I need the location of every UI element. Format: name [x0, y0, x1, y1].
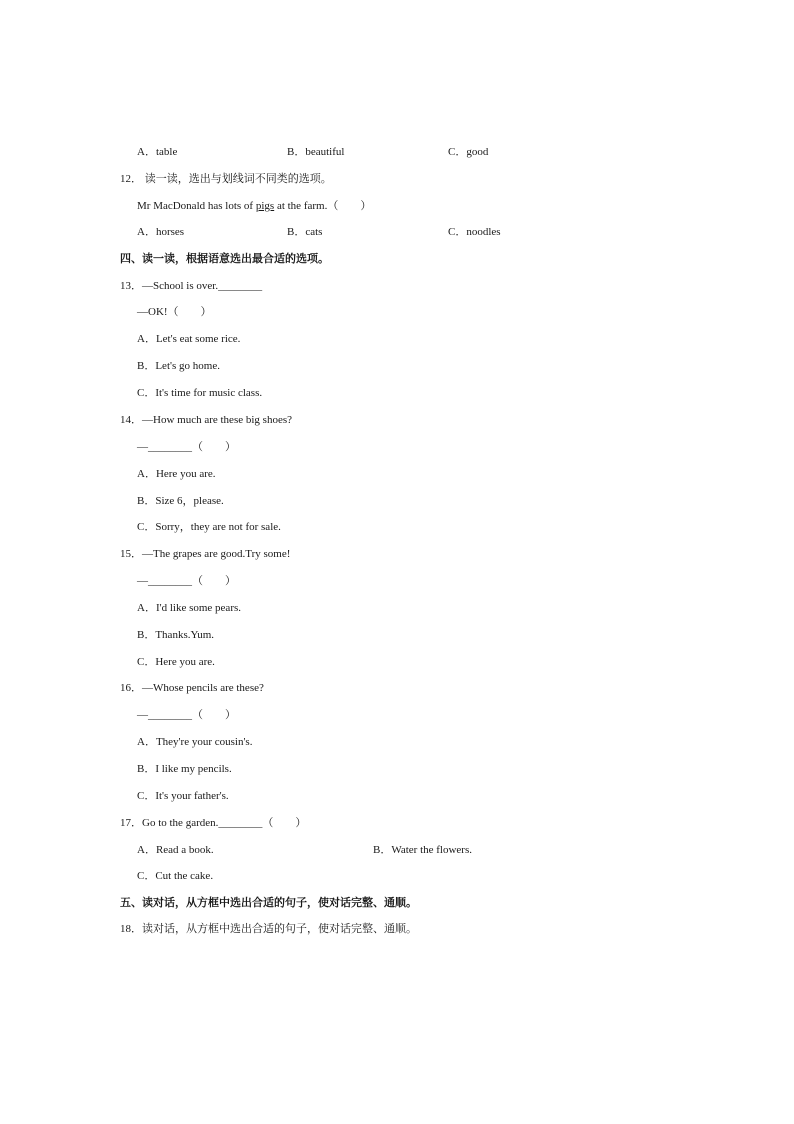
- q12-option-b[interactable]: B．cats: [287, 226, 323, 238]
- q13-option-b[interactable]: B．Let's go home.: [137, 360, 220, 372]
- q14-option-a[interactable]: A．Here you are.: [137, 468, 216, 480]
- q12-option-c[interactable]: C．noodles: [448, 226, 501, 238]
- q17-option-c[interactable]: C．Cut the cake.: [137, 870, 214, 882]
- q15-stem: 15．—The grapes are good.Try some!: [120, 548, 291, 560]
- q17-stem: 17．Go to the garden.________（ ）: [120, 817, 307, 829]
- q16-option-a[interactable]: A．They're your cousin's.: [137, 736, 253, 748]
- q13-option-c[interactable]: C．It's time for music class.: [137, 387, 263, 399]
- q15-option-b[interactable]: B．Thanks.Yum.: [137, 629, 214, 641]
- q14-stem: 14．—How much are these big shoes?: [120, 414, 292, 426]
- q12-sentence-after: at the farm.（ ）: [274, 200, 372, 212]
- q13-option-a[interactable]: A．Let's eat some rice.: [137, 333, 241, 345]
- q12-sentence: [137, 199, 371, 213]
- q12-underlined-word: pigs: [255, 200, 275, 212]
- q16-option-c[interactable]: C．It's your father's.: [137, 790, 229, 802]
- q11-option-c[interactable]: C．good: [448, 146, 489, 158]
- q12-stem: 12． 读一读，选出与划线词不同类的选项。: [120, 173, 332, 185]
- q11-option-b[interactable]: B．beautiful: [287, 146, 345, 158]
- q14-option-b[interactable]: B．Size 6，please.: [137, 495, 224, 507]
- q17-option-a[interactable]: A．Read a book.: [137, 844, 214, 856]
- q11-option-a[interactable]: A．table: [137, 146, 178, 158]
- q15-option-c[interactable]: C．Here you are.: [137, 656, 215, 668]
- q13-stem: 13．—School is over.________: [120, 280, 263, 292]
- q16-option-b[interactable]: B．I like my pencils.: [137, 763, 232, 775]
- q18-stem: 18．读对话，从方框中选出合适的句子，使对话完整、通顺。: [120, 923, 417, 935]
- q12-sentence-before: Mr MacDonald has lots of: [137, 200, 256, 212]
- section-4-heading: 四、读一读，根据语意选出最合适的选项。: [120, 253, 329, 265]
- q14-option-c[interactable]: C．Sorry，they are not for sale.: [137, 521, 281, 533]
- q15-option-a[interactable]: A．I'd like some pears.: [137, 602, 242, 614]
- section-5-heading: 五、读对话，从方框中选出合适的句子，使对话完整、通顺。: [120, 897, 417, 909]
- q14-reply: —________（ ）: [137, 441, 236, 453]
- q16-stem: 16．—Whose pencils are these?: [120, 682, 264, 694]
- q17-option-b[interactable]: B．Water the flowers.: [373, 844, 472, 856]
- q12-option-a[interactable]: A．horses: [137, 226, 185, 238]
- q15-reply: —________（ ）: [137, 575, 236, 587]
- q13-reply: —OK!（ ）: [137, 306, 212, 318]
- q16-reply: —________（ ）: [137, 709, 236, 721]
